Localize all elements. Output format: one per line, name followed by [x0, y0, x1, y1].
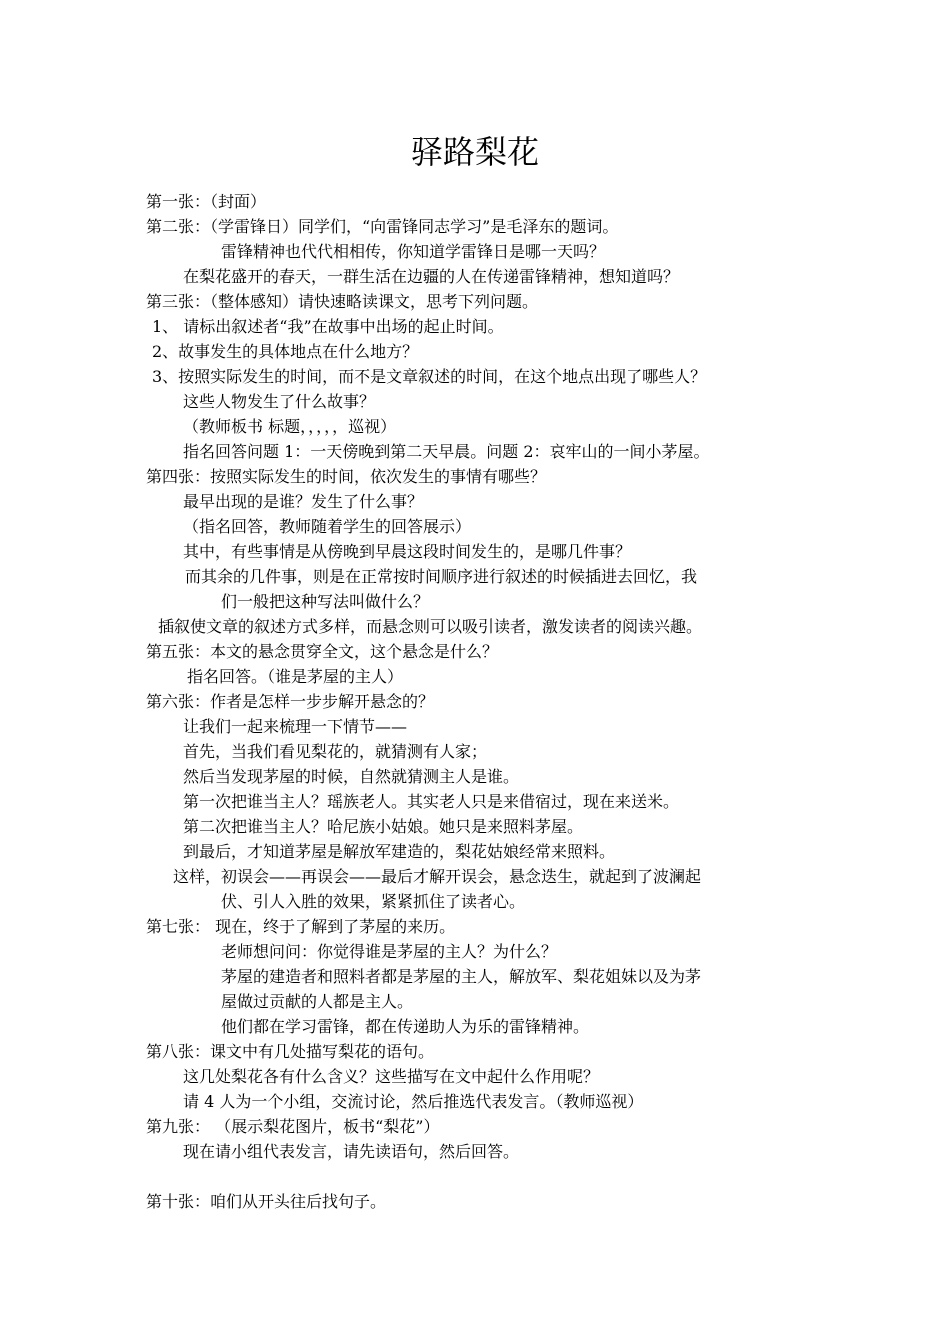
text-line: 指名回答问题 1：一天傍晚到第二天早晨。问题 2：哀牢山的一间小茅屋。: [183, 442, 710, 461]
text-line: （教师板书 标题，，，，，巡视）: [183, 417, 397, 436]
text-line: 到最后，才知道茅屋是解放军建造的，梨花姑娘经常来照料。: [183, 842, 616, 861]
text-line: 伏、引人入胜的效果，紧紧抓住了读者心。: [221, 892, 526, 911]
text-line: 请 4 人为一个小组，交流讨论，然后推选代表发言。（教师巡视）: [183, 1092, 644, 1111]
text-line: 然后当发现茅屋的时候，自然就猜测主人是谁。: [183, 767, 520, 786]
document-title: 驿路梨花: [410, 133, 539, 171]
text-line: 第三张：（整体感知）请快速略读课文，思考下列问题。: [146, 292, 539, 311]
text-line: 插叙使文章的叙述方式多样，而悬念则可以吸引读者，激发读者的阅读兴趣。: [158, 617, 703, 636]
text-line: 第九张： （展示梨花图片，板书“梨花”）: [146, 1117, 440, 1136]
text-line: 让我们一起来梳理一下情节——: [183, 717, 408, 736]
text-line: 首先，当我们看见梨花的，就猜测有人家；: [183, 742, 488, 761]
text-line: 第五张：本文的悬念贯穿全文，这个悬念是什么？: [146, 642, 499, 661]
text-line: 第一张：（封面）: [146, 192, 267, 211]
text-line: 第二张：（学雷锋日）同学们，“向雷锋同志学习”是毛泽东的题词。: [146, 217, 619, 236]
text-line: （指名回答，教师随着学生的回答展示）: [183, 517, 472, 536]
text-line: 这些人物发生了什么故事？: [183, 392, 376, 411]
text-line: 第二次把谁当主人？哈尼族小姑娘。她只是来照料茅屋。: [183, 817, 584, 836]
text-line: 第六张：作者是怎样一步步解开悬念的？: [146, 692, 435, 711]
text-line: 第一次把谁当主人？瑶族老人。其实老人只是来借宿过，现在来送米。: [183, 792, 680, 811]
text-line: 老师想问问：你觉得谁是茅屋的主人？为什么？: [221, 942, 558, 961]
text-line: 这几处梨花各有什么含义？这些描写在文中起什么作用呢？: [183, 1067, 600, 1086]
text-line: 3、按照实际发生的时间，而不是文章叙述的时间，在这个地点出现了哪些人？: [152, 367, 707, 386]
text-line: 2、故事发生的具体地点在什么地方？: [152, 342, 419, 361]
text-line: 第七张： 现在，终于了解到了茅屋的来历。: [146, 917, 456, 936]
text-line: 1、 请标出叙述者“我”在故事中出场的起止时间。: [152, 317, 504, 336]
text-line: 第四张：按照实际发生的时间，依次发生的事情有哪些？: [146, 467, 547, 486]
text-line: 屋做过贡献的人都是主人。: [221, 992, 414, 1011]
text-line: 而其余的几件事，则是在正常按时间顺序进行叙述的时候插进去回忆，我: [185, 567, 698, 586]
text-line: 其中，有些事情是从傍晚到早晨这段时间发生的，是哪几件事？: [183, 542, 632, 561]
text-line: 们一般把这种写法叫做什么？: [221, 592, 430, 611]
text-line: 现在请小组代表发言，请先读语句，然后回答。: [183, 1142, 520, 1161]
text-line: 指名回答。（谁是茅屋的主人）: [187, 667, 404, 686]
text-line: 他们都在学习雷锋，都在传递助人为乐的雷锋精神。: [221, 1017, 590, 1036]
text-line: 茅屋的建造者和照料者都是茅屋的主人，解放军、梨花姐妹以及为茅: [221, 967, 702, 986]
text-line: 第十张：咱们从开头往后找句子。: [146, 1192, 387, 1211]
text-line: 雷锋精神也代代相相传，你知道学雷锋日是哪一天吗？: [221, 242, 606, 261]
text-line: 最早出现的是谁？发生了什么事？: [183, 492, 424, 511]
text-line: 这样，初误会——再误会——最后才解开误会，悬念迭生，就起到了波澜起: [173, 867, 702, 886]
text-line: 第八张：课文中有几处描写梨花的语句。: [146, 1042, 435, 1061]
text-line: 在梨花盛开的春天，一群生活在边疆的人在传递雷锋精神，想知道吗？: [183, 267, 680, 286]
